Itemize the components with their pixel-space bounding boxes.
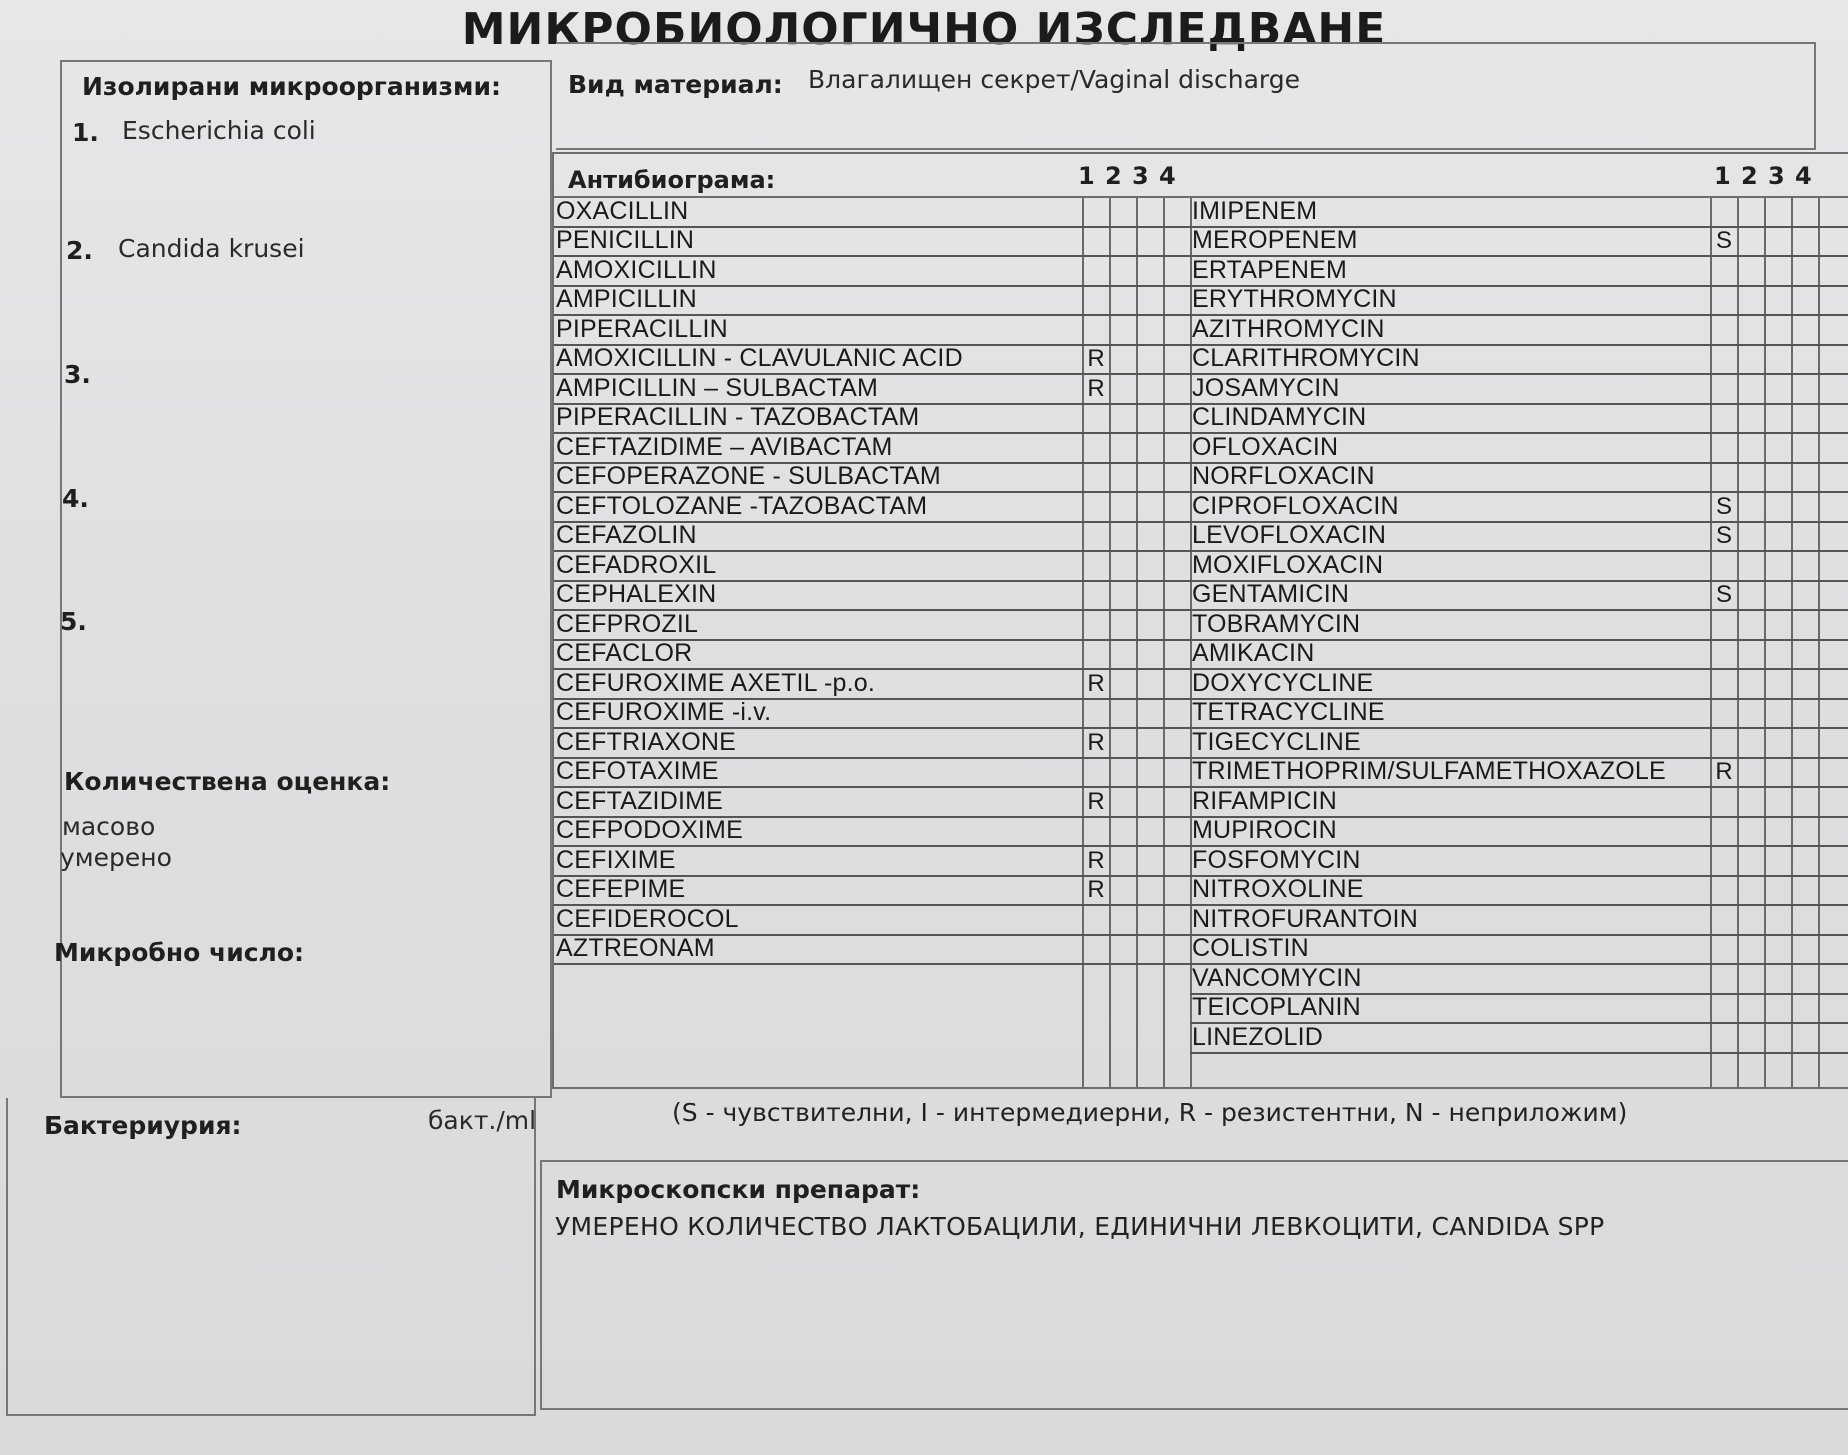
material-label: Вид материал:: [568, 70, 783, 99]
result-cell-1: R: [1715, 758, 1733, 785]
antibiogram-row: [1190, 641, 1848, 671]
antibiogram-row: [1190, 965, 1848, 995]
drug-name: NITROXOLINE: [1192, 875, 1364, 903]
drug-name: CEFTOLOZANE -TAZOBACTAM: [556, 491, 928, 520]
antibiogram-row: [1190, 847, 1848, 877]
antibiogram-row: [554, 611, 1190, 641]
result-cell-1: R: [1087, 846, 1105, 874]
antibiogram-row: [1190, 287, 1848, 317]
antibiogram-row: [1190, 1024, 1848, 1054]
quantitative-value-1: масово: [62, 812, 156, 841]
drug-name: CEFTAZIDIME: [556, 786, 724, 815]
isolate-1-number: 1.: [72, 118, 99, 147]
antibiogram-row: [1190, 552, 1848, 582]
antibiogram-row: [554, 847, 1190, 877]
left-col-header-1: 1: [1078, 162, 1095, 190]
drug-name: TIGECYCLINE: [1192, 727, 1361, 756]
drug-name: COLISTIN: [1192, 934, 1309, 962]
antibiogram-row: [554, 523, 1190, 553]
microscopy-value: УМЕРЕНО КОЛИЧЕСТВО ЛАКТОБАЦИЛИ, ЕДИНИЧНИ ЛЕВКОЦИТИ, CANDIDA SPP: [555, 1212, 1605, 1241]
drug-name: AMOXICILLIN - CLAVULANIC ACID: [556, 344, 963, 372]
quantitative-value-2: умерено: [60, 843, 172, 872]
left-col-header-3: 3: [1132, 162, 1149, 190]
drug-name: VANCOMYCIN: [1192, 963, 1362, 992]
antibiogram-row: [554, 434, 1190, 464]
drug-name: IMIPENEM: [1192, 196, 1318, 225]
drug-name: OXACILLIN: [556, 196, 689, 225]
microscopy-label: Микроскопски препарат:: [556, 1175, 921, 1204]
drug-name: PIPERACILLIN - TAZOBACTAM: [556, 403, 920, 431]
antibiogram-row: [554, 346, 1190, 376]
antibiogram-row: [1190, 759, 1848, 789]
antibiogram-row: [1190, 906, 1848, 936]
result-cell-1: R: [1087, 876, 1105, 903]
antibiogram-row: [554, 670, 1190, 700]
antibiogram-header: [554, 154, 1848, 198]
antibiogram-row: [1190, 198, 1848, 228]
drug-name: TRIMETHOPRIM/SULFAMETHOXAZOLE: [1192, 757, 1666, 785]
drug-name: ERTAPENEM: [1192, 255, 1348, 284]
result-cell-1: S: [1715, 492, 1732, 520]
antibiogram-row: [554, 877, 1190, 907]
drug-name: LINEZOLID: [1192, 1022, 1323, 1051]
right-col-header-2: 2: [1741, 162, 1758, 190]
drug-name: MUPIROCIN: [1192, 816, 1337, 844]
antibiogram-row: [554, 375, 1190, 405]
drug-name: CEFADROXIL: [556, 550, 717, 579]
drug-name: TOBRAMYCIN: [1192, 609, 1361, 638]
antibiogram-row: [1190, 995, 1848, 1025]
antibiogram-row: [1190, 434, 1848, 464]
antibiogram-row: [1190, 670, 1848, 700]
antibiogram-row: [554, 287, 1190, 317]
antibiogram-row: [554, 582, 1190, 612]
result-cell-1: R: [1087, 345, 1105, 372]
drug-name: AZTREONAM: [556, 934, 715, 962]
antibiogram-right-column: [1190, 198, 1848, 1054]
antibiogram-row: [1190, 788, 1848, 818]
antibiogram-row: [554, 818, 1190, 848]
result-cell-1: R: [1087, 728, 1105, 756]
right-col-header-3: 3: [1768, 162, 1785, 190]
isolate-1-name: Escherichia coli: [122, 116, 316, 145]
drug-name: ERYTHROMYCIN: [1192, 285, 1397, 313]
drug-name: CEFIXIME: [556, 845, 676, 874]
left-col-header-2: 2: [1105, 162, 1122, 190]
drug-name: PENICILLIN: [556, 226, 695, 254]
antibiogram-row: [554, 464, 1190, 494]
isolate-4-number: 4.: [62, 484, 89, 513]
material-value: Влагалищен секрет/Vaginal discharge: [808, 65, 1301, 94]
drug-name: CEPHALEXIN: [556, 580, 717, 608]
antibiogram-row: [554, 936, 1190, 966]
antibiogram-row: [1190, 316, 1848, 346]
drug-name: CEFACLOR: [556, 639, 693, 667]
antibiogram-row: [1190, 611, 1848, 641]
drug-name: CEFAZOLIN: [556, 521, 697, 549]
antibiogram-row: [554, 729, 1190, 759]
drug-name: CEFPROZIL: [556, 609, 699, 638]
drug-name: TETRACYCLINE: [1192, 698, 1385, 726]
result-cell-1: R: [1087, 787, 1105, 815]
drug-name: CEFOTAXIME: [556, 757, 719, 785]
antibiogram-row: [1190, 729, 1848, 759]
antibiogram-row: [554, 228, 1190, 258]
drug-name: AMPICILLIN: [556, 285, 697, 313]
isolate-2-name: Candida krusei: [118, 234, 305, 263]
drug-name: CEFTAZIDIME – AVIBACTAM: [556, 432, 893, 461]
drug-name: CLARITHROMYCIN: [1192, 344, 1420, 372]
antibiogram-row: [554, 759, 1190, 789]
drug-name: RIFAMPICIN: [1192, 786, 1338, 815]
drug-name: NORFLOXACIN: [1192, 462, 1375, 490]
antibiogram-row: [1190, 936, 1848, 966]
antibiogram-row: [1190, 493, 1848, 523]
bacteriuria-unit: бакт./ml: [428, 1106, 537, 1135]
antibiogram-row: [554, 405, 1190, 435]
drug-name: CEFTRIAXONE: [556, 727, 736, 756]
right-col-header-1: 1: [1714, 162, 1731, 190]
antibiogram-row: [1190, 464, 1848, 494]
antibiogram-row: [1190, 228, 1848, 258]
drug-name: CEFUROXIME AXETIL -p.o.: [556, 668, 876, 697]
drug-name: OFLOXACIN: [1192, 432, 1339, 461]
antibiogram-label: Антибиограма:: [568, 166, 776, 194]
antibiogram-row: [554, 552, 1190, 582]
antibiogram-left-column: [554, 198, 1190, 965]
isolate-5-number: 5.: [60, 607, 87, 636]
microbial-count-label: Микробно число:: [54, 938, 305, 967]
isolate-3-number: 3.: [64, 360, 91, 389]
drug-name: LEVOFLOXACIN: [1192, 521, 1387, 549]
antibiogram-row: [554, 493, 1190, 523]
result-cell-1: S: [1715, 227, 1732, 254]
drug-name: CEFEPIME: [556, 875, 686, 903]
antibiogram-row: [1190, 405, 1848, 435]
quantitative-label: Количествена оценка:: [64, 767, 391, 796]
drug-name: AMPICILLIN – SULBACTAM: [556, 373, 879, 402]
bacteriuria-label: Бактериурия:: [44, 1111, 242, 1140]
result-cell-1: S: [1715, 581, 1732, 608]
antibiogram-row: [1190, 523, 1848, 553]
antibiogram-row: [554, 788, 1190, 818]
antibiogram-row: [554, 198, 1190, 228]
antibiogram-row: [554, 641, 1190, 671]
drug-name: CEFIDEROCOL: [556, 904, 739, 933]
antibiogram-row: [554, 257, 1190, 287]
isolated-label: Изолирани микроорганизми:: [82, 72, 501, 101]
drug-name: JOSAMYCIN: [1192, 373, 1340, 402]
drug-name: CEFOPERAZONE - SULBACTAM: [556, 462, 941, 490]
left-lower-panel: [6, 1098, 536, 1416]
isolate-2-number: 2.: [66, 236, 93, 265]
drug-name: MOXIFLOXACIN: [1192, 550, 1384, 579]
antibiogram-row: [1190, 818, 1848, 848]
drug-name: NITROFURANTOIN: [1192, 904, 1418, 933]
left-col-header-4: 4: [1159, 162, 1176, 190]
drug-name: TEICOPLANIN: [1192, 993, 1361, 1021]
antibiogram-row: [1190, 257, 1848, 287]
antibiogram-row: [1190, 346, 1848, 376]
result-legend: (S - чувствителни, I - интермедиерни, R - резистентни, N - неприложим): [672, 1098, 1628, 1127]
drug-name: AZITHROMYCIN: [1192, 314, 1385, 343]
drug-name: AMIKACIN: [1192, 639, 1315, 667]
drug-name: CIPROFLOXACIN: [1192, 491, 1399, 520]
drug-name: CEFPODOXIME: [556, 816, 743, 844]
drug-name: CEFUROXIME -i.v.: [556, 698, 772, 726]
drug-name: DOXYCYCLINE: [1192, 668, 1374, 697]
drug-name: CLINDAMYCIN: [1192, 403, 1367, 431]
antibiogram-row: [1190, 877, 1848, 907]
drug-name: MEROPENEM: [1192, 226, 1358, 254]
antibiogram-table: [552, 152, 1848, 1089]
result-cell-1: R: [1087, 374, 1105, 402]
report-title: МИКРОБИОЛОГИЧНО ИЗСЛЕДВАНЕ: [461, 4, 1387, 55]
drug-name: AMOXICILLIN: [556, 255, 717, 284]
result-cell-1: S: [1715, 522, 1732, 549]
result-cell-1: R: [1087, 669, 1105, 697]
drug-name: PIPERACILLIN: [556, 314, 728, 343]
antibiogram-row: [1190, 582, 1848, 612]
antibiogram-row: [554, 700, 1190, 730]
antibiogram-row: [1190, 700, 1848, 730]
right-col-header-4: 4: [1795, 162, 1812, 190]
antibiogram-row: [554, 906, 1190, 936]
antibiogram-row: [554, 316, 1190, 346]
drug-name: FOSFOMYCIN: [1192, 845, 1361, 874]
antibiogram-row: [1190, 375, 1848, 405]
drug-name: GENTAMICIN: [1192, 580, 1350, 608]
